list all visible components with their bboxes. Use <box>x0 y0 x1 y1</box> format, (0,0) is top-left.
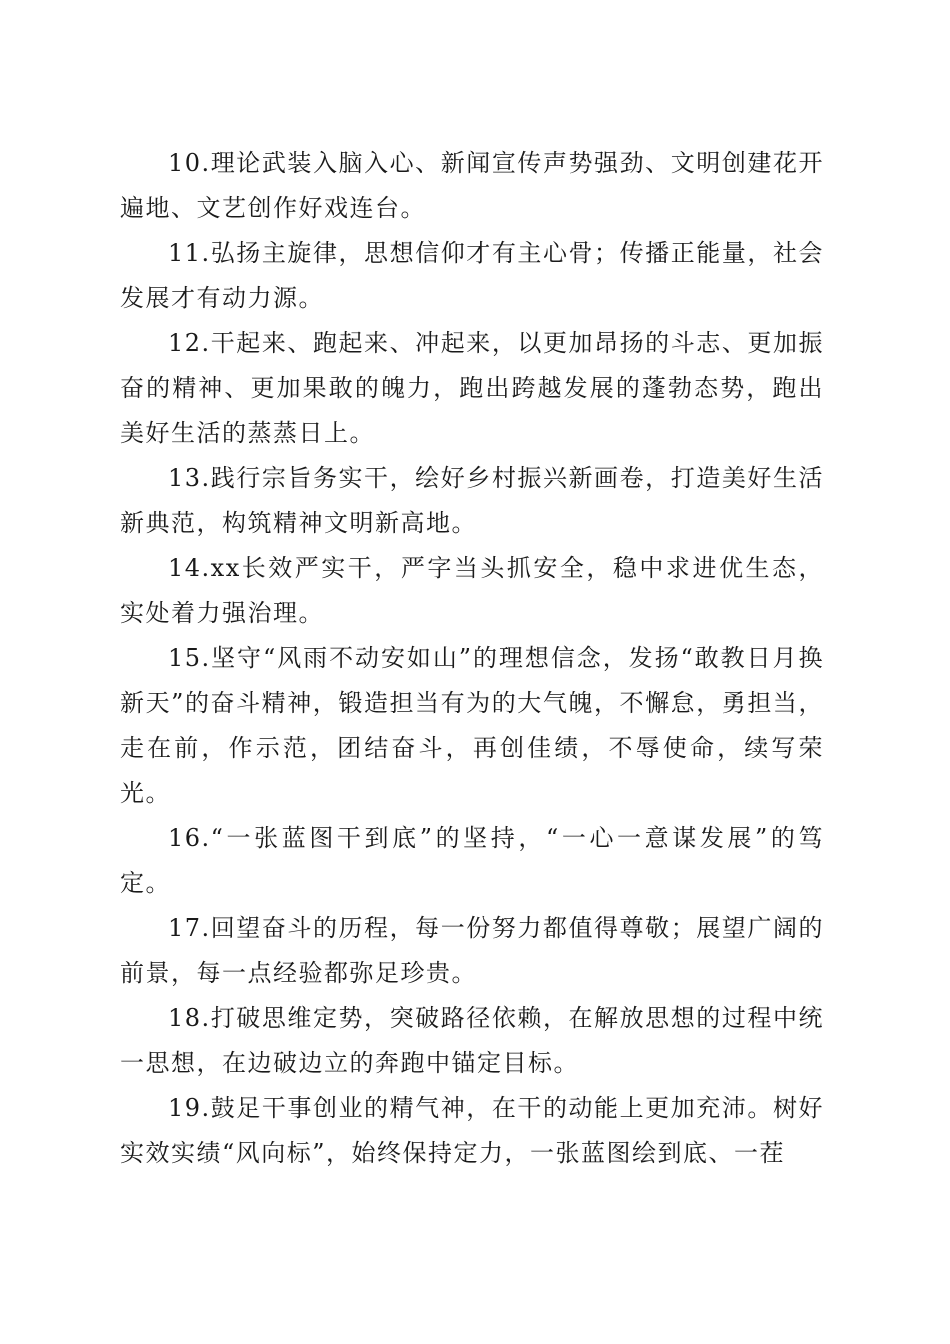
paragraph-12: 12.干起来、跑起来、冲起来，以更加昂扬的斗志、更加振奋的精神、更加果敢的魄力，跑出跨越发展的蓬勃态势，跑出美好生活的蒸蒸日上。 <box>120 329 824 447</box>
paragraph-14: 14.xx长效严实干，严字当头抓安全，稳中求进优生态，实处着力强治理。 <box>120 554 824 627</box>
document-body <box>120 141 824 1176</box>
paragraph-17: 17.回望奋斗的历程，每一份努力都值得尊敬；展望广阔的前景，每一点经验都弥足珍贵。 <box>120 914 824 987</box>
paragraph-11: 11.弘扬主旋律，思想信仰才有主心骨；传播正能量，社会发展才有动力源。 <box>120 239 824 312</box>
paragraph-13: 13.践行宗旨务实干，绘好乡村振兴新画卷，打造美好生活新典范，构筑精神文明新高地。 <box>120 464 824 537</box>
paragraph-18: 18.打破思维定势，突破路径依赖，在解放思想的过程中统一思想，在边破边立的奔跑中锚定目标。 <box>120 1004 824 1077</box>
paragraph-19: 19.鼓足干事创业的精气神，在干的动能上更加充沛。树好实效实绩“风向标”，始终保持定力，一张蓝图绘到底、一茬 <box>120 1094 824 1167</box>
paragraph-15: 15.坚守“风雨不动安如山”的理想信念，发扬“敢教日月换新天”的奋斗精神，锻造担当有为的大气魄，不懈怠，勇担当，走在前，作示范，团结奋斗，再创佳绩，不辱使命，续写荣光。 <box>120 644 824 807</box>
paragraph-16: 16.“一张蓝图干到底”的坚持，“一心一意谋发展”的笃定。 <box>120 824 824 897</box>
paragraph-10: 10.理论武装入脑入心、新闻宣传声势强劲、文明创建花开遍地、文艺创作好戏连台。 <box>120 149 824 222</box>
